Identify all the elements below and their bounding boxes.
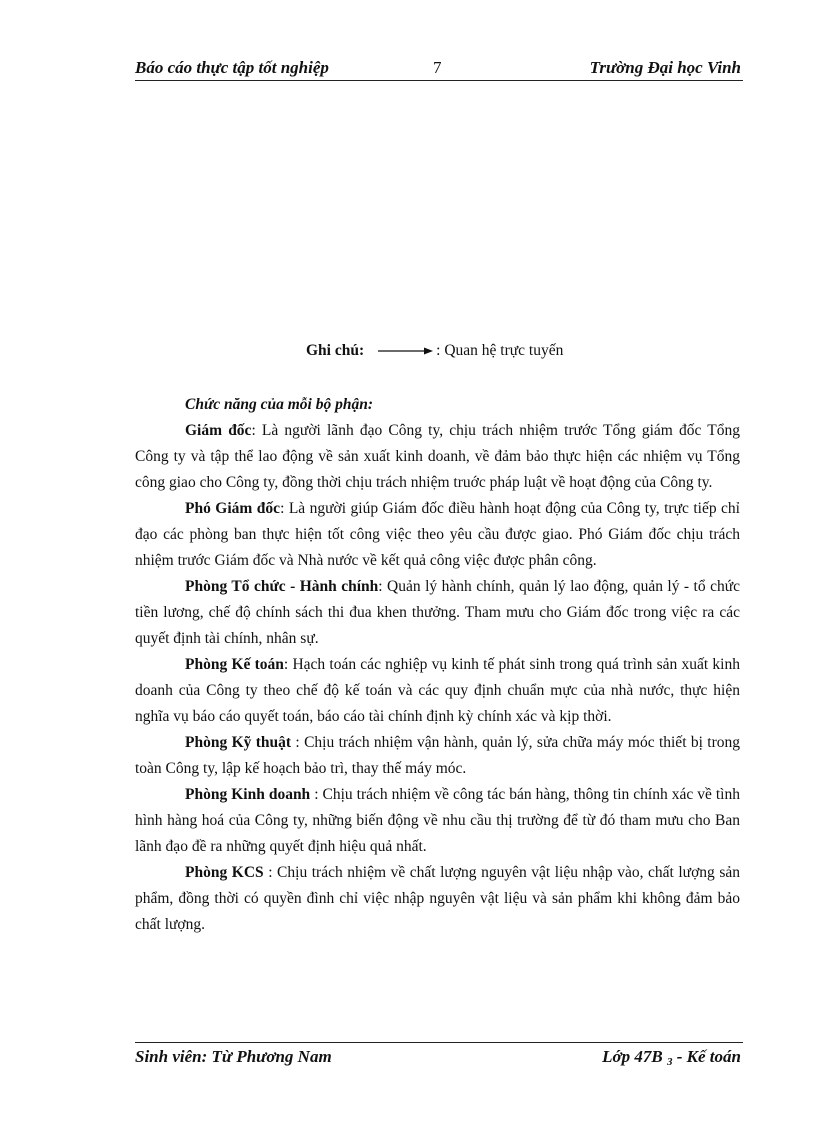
footer-class (602, 1047, 741, 1068)
paragraph-ke-toan (135, 652, 740, 730)
paragraph-text: : Là người lãnh đạo Công ty, chịu trách nhiệm trước Tổng giám đốc Tổng Công ty và tập thể lao động về sản xuất kinh doanh, về đảm bảo thực hiện các nhiệm vụ Tổng công giao cho Công ty, đồng thời chịu trách nhiệm truớc pháp luật về hoạt động của Công ty. (135, 422, 740, 491)
section-content (135, 392, 740, 938)
paragraph-title: Phòng Kỹ thuật (185, 734, 292, 751)
header-university: Trường Đại học Vinh (589, 58, 741, 77)
legend (306, 342, 563, 360)
paragraph-text: : Là người giúp Giám đốc điều hành hoạt động của Công ty, trực tiếp chỉ đạo các phòng ban thực hiện tốt công việc theo yêu cầu được giao. Phó Giám đốc chịu trách nhiệm trước Giám đốc và Nhà nước về kết quả công việc được phân công. (135, 500, 740, 569)
page-header (135, 56, 743, 81)
paragraph-text: : Chịu trách nhiệm về công tác bán hàng, thông tin chính xác về tình hình hàng hoá của Công ty, những biến động về nhu cầu thị trường để từ đó tham mưu cho Ban lãnh đạo đề ra những quyết định hiệu quả nhất. (135, 786, 740, 855)
footer-student: Sinh viên: Từ Phương Nam (135, 1047, 332, 1066)
paragraph-to-chuc-hanh-chinh (135, 574, 740, 652)
footer-class-suffix: - Kế toán (676, 1047, 741, 1066)
paragraph-title: Phòng Kế toán (185, 656, 284, 673)
page-number: 7 (433, 58, 442, 77)
paragraph-title: Giám đốc (185, 422, 252, 439)
paragraph-giam-doc (135, 418, 740, 496)
paragraph-title: Phòng KCS (185, 864, 264, 881)
legend-text: : Quan hệ trực tuyến (436, 342, 564, 359)
paragraph-text: : Chịu trách nhiệm vận hành, quản lý, sửa chữa máy móc thiết bị trong toàn Công ty, lập kế hoạch bảo trì, thay thế máy móc. (135, 734, 740, 777)
arrow-right-icon (378, 346, 434, 356)
page-footer (135, 1042, 743, 1068)
legend-label: Ghi chú: (306, 342, 365, 359)
paragraph-title: Phó Giám đốc (185, 500, 281, 517)
paragraph-text: : Quản lý hành chính, quản lý lao động, quản lý - tổ chức tiền lương, chế độ chính sách thi đua khen thưởng. Tham mưu cho Giám đốc trong việc ra các quyết định tài chính, nhân sự. (135, 578, 740, 647)
footer-class-prefix: Lớp 47B (602, 1047, 663, 1066)
paragraph-text: : Hạch toán các nghiệp vụ kinh tế phát sinh trong quá trình sản xuất kinh doanh của Công ty theo chế độ kế toán và các quy định chuẩn mực của nhà nước, thực hiện nghĩa vụ báo cáo quyết toán, báo cáo tài chính định kỳ chính xác và kịp thời. (135, 656, 740, 725)
paragraph-title: Phòng Tổ chức - Hành chính (185, 578, 379, 595)
paragraph-pho-giam-doc (135, 496, 740, 574)
paragraph-ky-thuat (135, 730, 740, 782)
footer-class-sub: 3 (667, 1056, 673, 1068)
paragraph-kinh-doanh (135, 782, 740, 860)
paragraph-kcs (135, 860, 740, 938)
paragraph-text: : Chịu trách nhiệm về chất lượng nguyên vật liệu nhập vào, chất lượng sản phẩm, đồng thời có quyền đình chỉ việc nhập nguyên vật liệu và sản phẩm khi không đảm bảo chất lượng. (135, 864, 740, 933)
paragraph-title: Phòng Kinh doanh (185, 786, 311, 803)
header-report-title: Báo cáo thực tập tốt nghiệp (135, 58, 329, 77)
section-heading: Chức năng của mỗi bộ phận: (185, 396, 374, 413)
